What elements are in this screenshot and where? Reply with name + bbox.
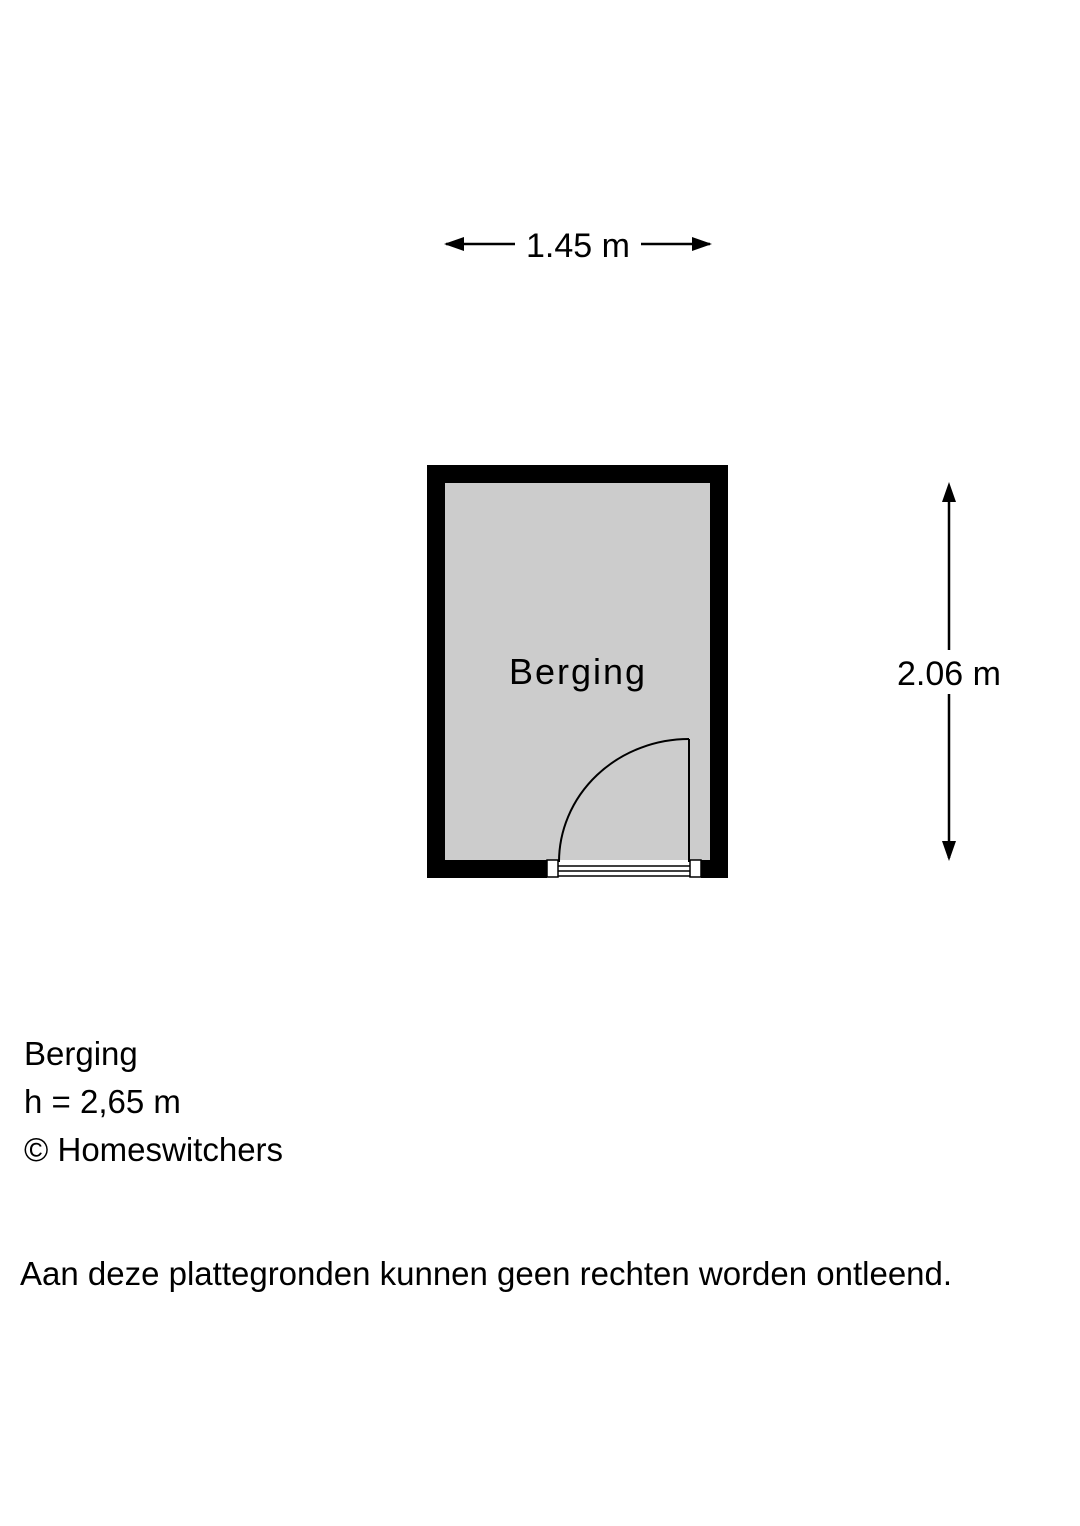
depth-dimension	[897, 482, 1001, 861]
arrow-right-icon	[692, 237, 712, 251]
room	[427, 465, 728, 878]
depth-label: 2.06 m	[897, 655, 1001, 693]
width-label: 1.45 m	[526, 227, 630, 265]
arrow-left-icon	[444, 237, 464, 251]
arrow-down-icon	[942, 841, 956, 861]
width-dimension	[444, 227, 712, 265]
disclaimer: Aan deze plattegronden kunnen geen rechten worden ontleend.	[20, 1255, 953, 1292]
room-info	[24, 1030, 283, 1174]
arrow-up-icon	[942, 482, 956, 502]
copyright: © Homeswitchers	[24, 1131, 284, 1168]
ceiling-height: h = 2,65 m	[24, 1083, 181, 1120]
room-label: Berging	[508, 651, 648, 692]
room-name: Berging	[24, 1035, 138, 1072]
